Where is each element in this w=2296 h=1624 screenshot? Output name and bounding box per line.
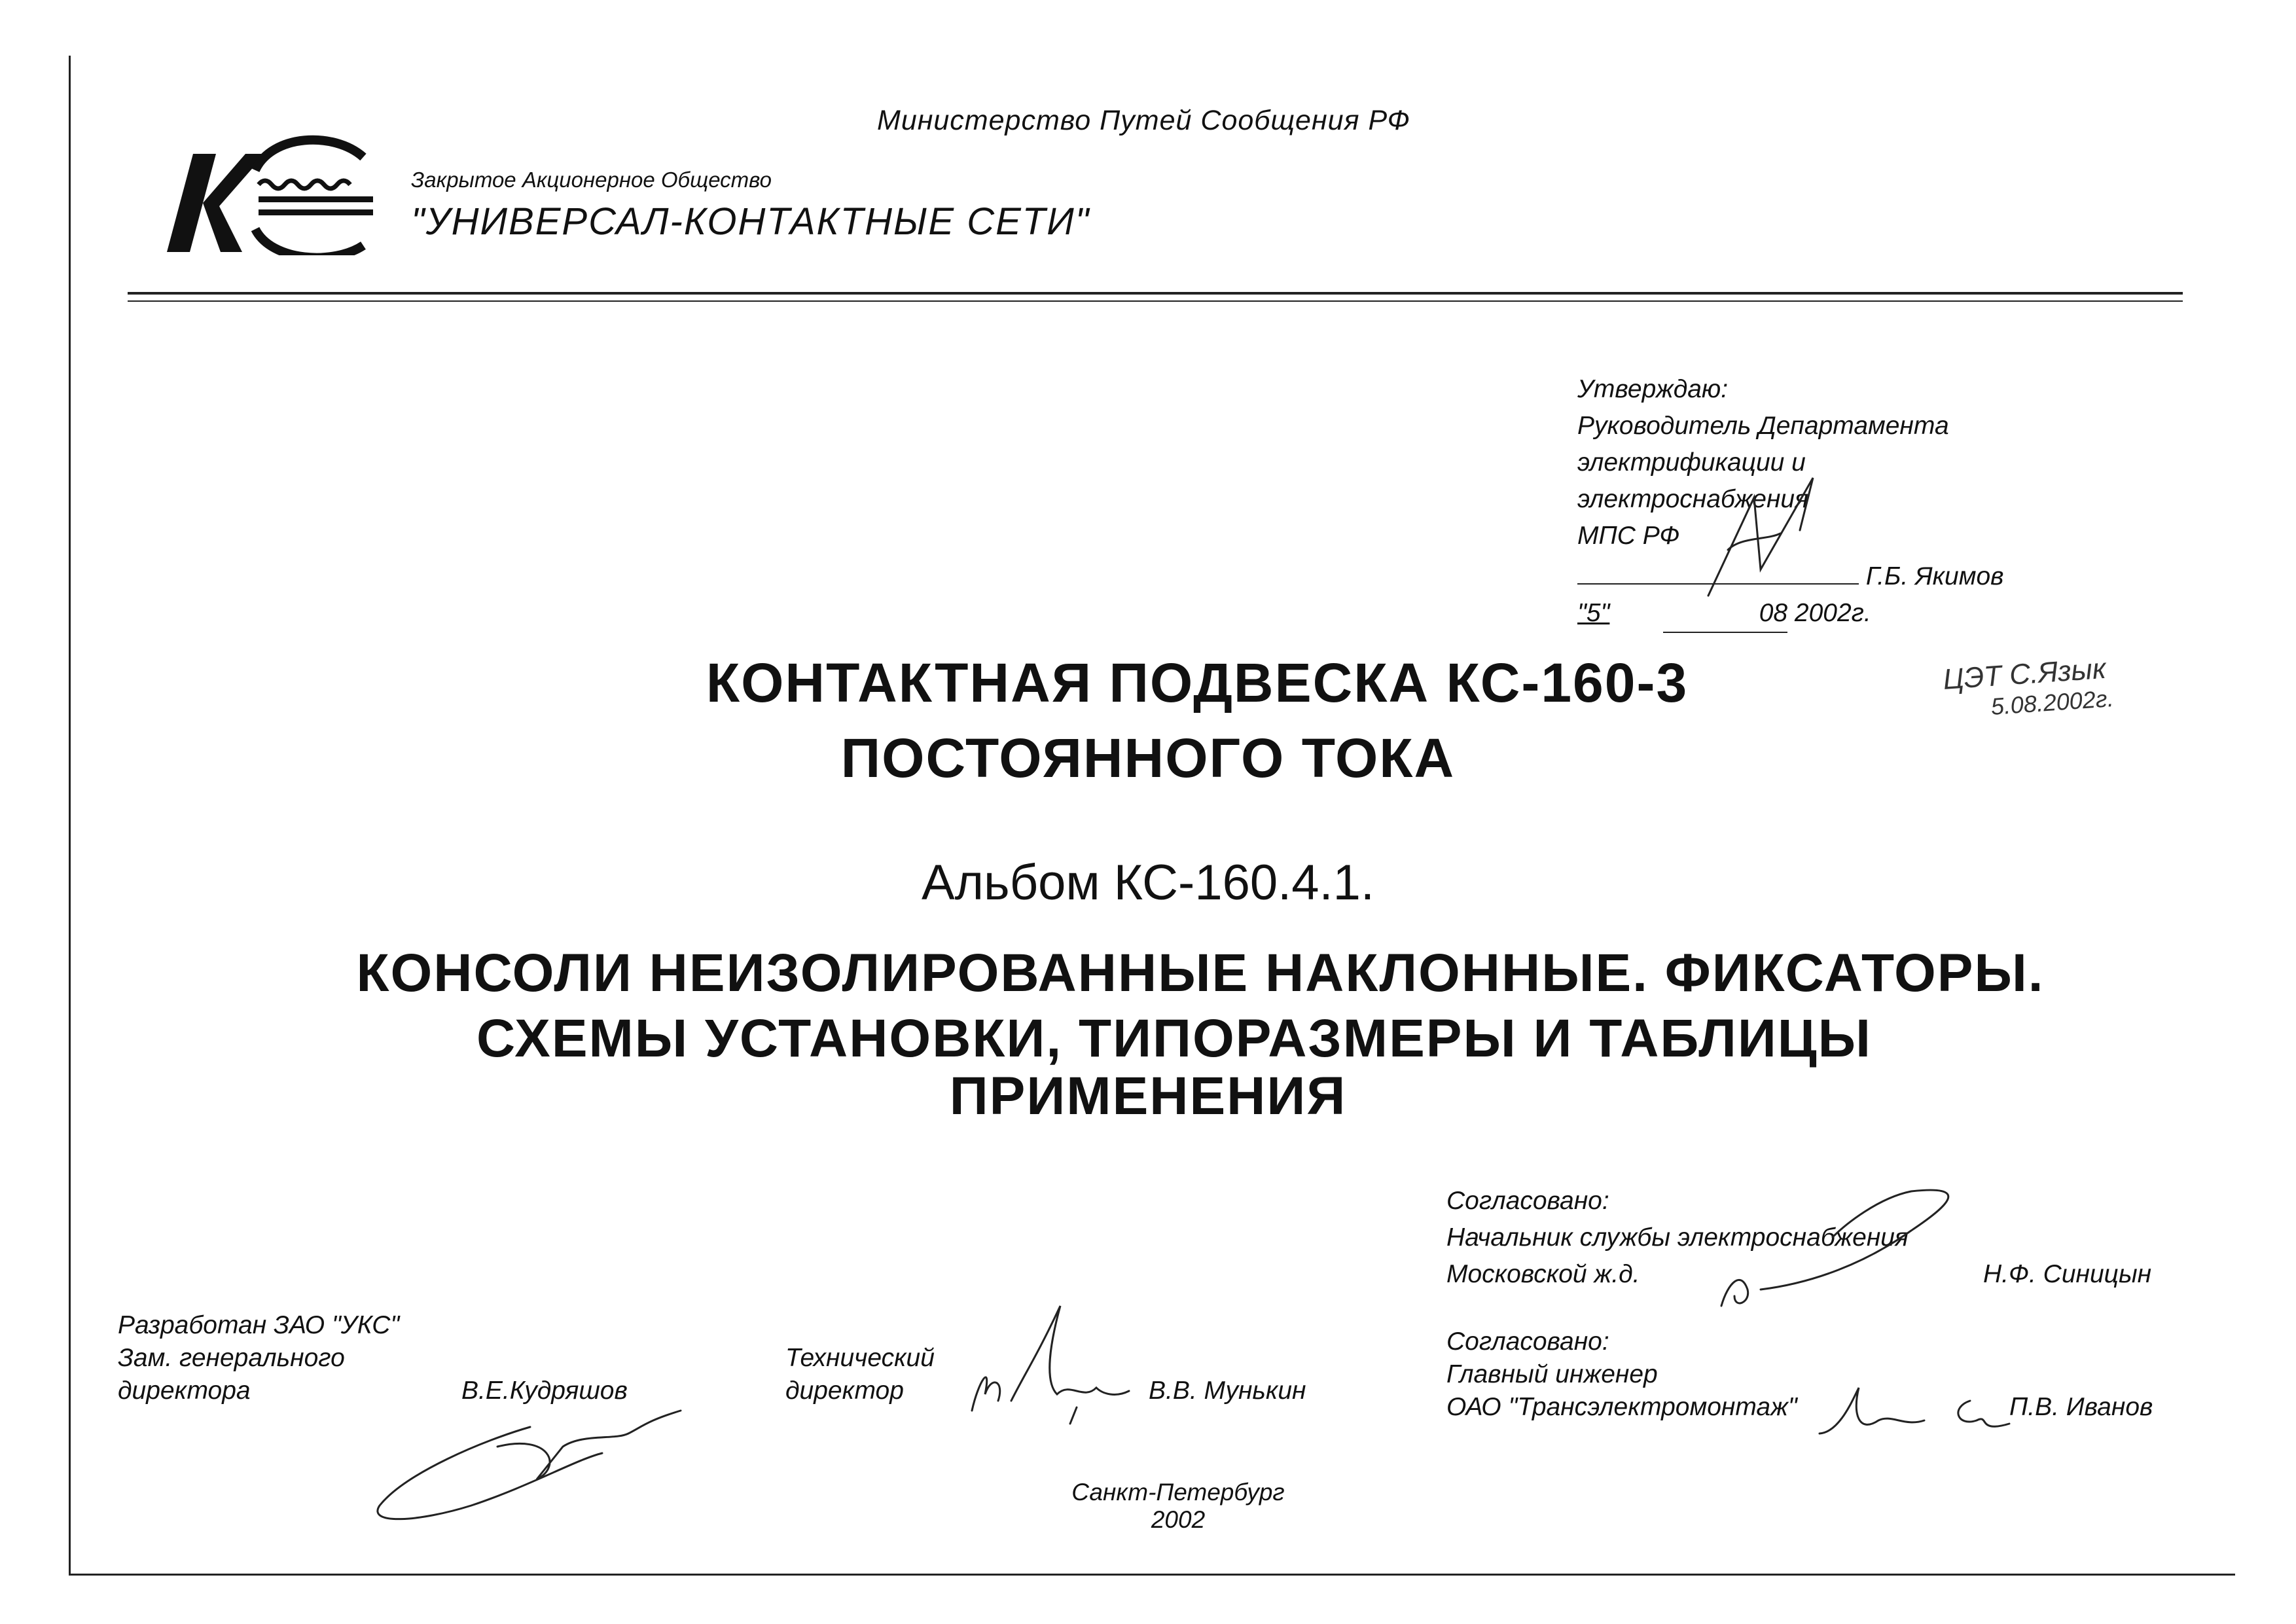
subtitle-line1: КОНСОЛИ НЕИЗОЛИРОВАННЫЕ НАКЛОННЫЕ. ФИКСАТОРЫ. [356, 943, 2045, 1003]
developer-line2: Зам. генерального [118, 1344, 345, 1372]
developer-name: В.Е.Кудряшов [461, 1377, 628, 1405]
footer-year: 2002 [1151, 1506, 1206, 1533]
approval-label: Утверждаю: [1577, 375, 1729, 403]
agreed-label: Согласовано: [1446, 1327, 1609, 1356]
approval-date-day: "5" [1577, 599, 1610, 627]
company-type: Закрытое Акционерное Общество [411, 168, 772, 192]
subtitle-line2: СХЕМЫ УСТАНОВКИ, ТИПОРАЗМЕРЫ И ТАБЛИЦЫ [476, 1009, 1872, 1068]
developer-signature [367, 1407, 694, 1525]
agreed-name: Н.Ф. Синицын [1983, 1260, 2152, 1288]
technical-name: В.В. Мунькин [1149, 1377, 1306, 1405]
stamp-note-line1: ЦЭТ С.Язык [1942, 652, 2108, 696]
ministry-title: Министерство Путей Сообщения РФ [877, 105, 1410, 136]
approval-line: МПС РФ [1577, 522, 1680, 550]
developer-line1: Разработан ЗАО "УКС" [118, 1311, 400, 1339]
approval-line: электроснабжения [1577, 485, 1808, 513]
ks-logo-icon [167, 131, 376, 255]
approval-signature [1682, 471, 1852, 602]
agreed-label: Согласовано: [1446, 1187, 1609, 1215]
agreed2-signature [1813, 1375, 2049, 1453]
title-line2: ПОСТОЯННОГО ТОКА [840, 727, 1456, 789]
technical-block [785, 1342, 1306, 1407]
approval-line: Руководитель Департамента [1577, 412, 1949, 440]
frame-left-border [69, 56, 71, 1574]
agreed-name: П.В. Иванов [2009, 1393, 2153, 1421]
technical-line1: Технический [785, 1344, 935, 1372]
agreed1-signature [1715, 1185, 1990, 1316]
subtitle-line3: ПРИМЕНЕНИЯ [949, 1066, 1347, 1126]
album-title: Альбом КС-160.4.1. [921, 855, 1375, 911]
approval-name: Г.Б. Якимов [1865, 562, 2004, 590]
technical-signature [965, 1303, 1136, 1434]
agreed-position: Главный инженер [1446, 1360, 1658, 1388]
approval-date-year: 2002г. [1794, 599, 1871, 627]
developer-line3: директора [118, 1377, 251, 1405]
agreed-block-2 [1446, 1326, 2153, 1424]
title-line1: КОНТАКТНАЯ ПОДВЕСКА КС-160-3 [706, 652, 1689, 713]
agreed-position: Начальник службы электроснабжения [1446, 1223, 1909, 1252]
footer-city: Санкт-Петербург [1071, 1479, 1285, 1506]
header-divider [128, 292, 2183, 295]
frame-bottom-border [69, 1574, 2235, 1576]
approval-date-month: 08 [1663, 595, 1787, 633]
agreed-org: Московской ж.д. [1446, 1260, 1640, 1288]
header-divider-thin [128, 300, 2183, 302]
stamp-note-line2: 5.08.2002г. [1990, 684, 2115, 721]
approval-line: электрификации и [1577, 448, 1806, 477]
developer-block [118, 1309, 628, 1407]
agreed-org: ОАО "Трансэлектромонтаж" [1446, 1393, 1797, 1421]
technical-line2: директор [785, 1377, 904, 1405]
company-name: "УНИВЕРСАЛ-КОНТАКТНЫЕ СЕТИ" [411, 200, 1090, 243]
